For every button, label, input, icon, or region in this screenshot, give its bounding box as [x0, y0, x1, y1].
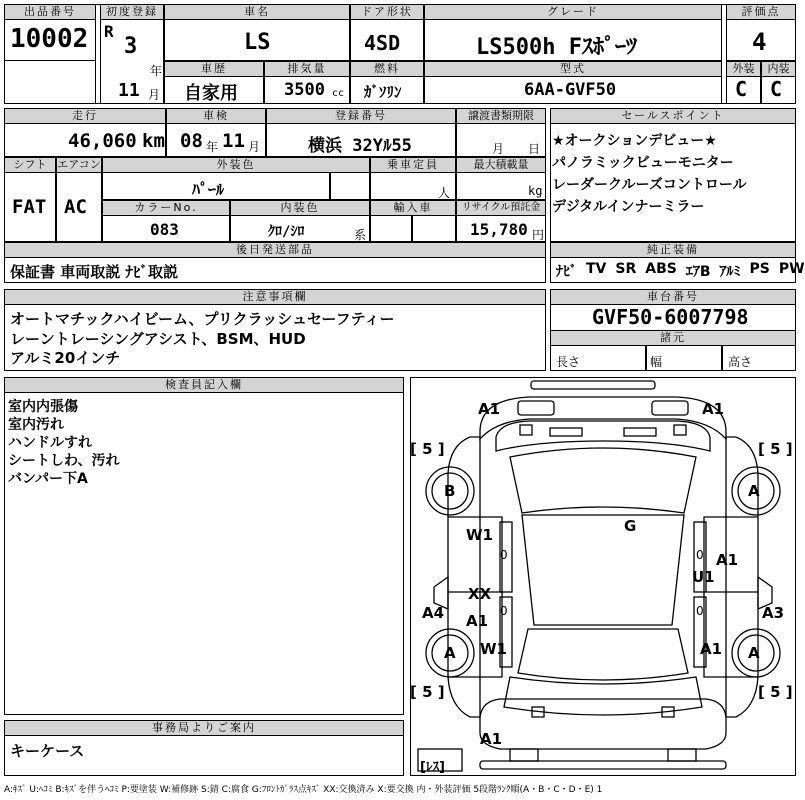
damage-left-quarter: A4	[422, 604, 445, 622]
inspector-line-3: ハンドルすれ	[8, 435, 92, 451]
sales-point-label: セールスポイント	[550, 108, 796, 124]
later-parts: 保証書 車両取説 ﾅﾋﾞ取説	[10, 263, 178, 281]
damage-roof: G	[624, 517, 637, 535]
sales-point-line-2: パノラミックビューモニター	[552, 155, 734, 171]
damage-right-a1: A1	[716, 551, 739, 569]
tire-rr-bracket: [ 5 ]	[758, 683, 793, 701]
capacity-label: 乗車定員	[370, 157, 456, 173]
reg-no: 横浜 32Yﾙ55	[308, 136, 412, 156]
genuine-item-sr: SR	[615, 261, 637, 277]
exterior-score: C	[735, 77, 748, 101]
wheel-rl: A	[444, 644, 456, 662]
max-load-unit: kg	[528, 184, 543, 198]
legend: A:ｷｽﾞ U:ﾍｺﾐ B:ｷｽﾞを伴うﾍｺﾐ P:要塗装 W:補修跡 S:錆 C:腐食 G:ﾌﾛﾝﾄｶﾞﾗｽ点ｷｽﾞ XX:交換済み X:要交換 内・外装評価 5段階ﾗﾝｸ順(A・B・C・D・E) 1	[4, 785, 603, 795]
interior-score: C	[770, 77, 783, 101]
damage-right-front-num: 0	[696, 548, 704, 562]
notes-label: 注意事項欄	[4, 289, 546, 305]
tire-rl-bracket: [ 5 ]	[410, 683, 445, 701]
tire-fr-bracket: [ 5 ]	[758, 440, 793, 458]
int-color-unit: 系	[354, 228, 367, 242]
ac-label: エアコン	[57, 158, 101, 171]
chassis-label: 車台番号	[550, 289, 796, 305]
int-color: ｸﾛ/ｼﾛ	[268, 224, 305, 240]
notes-line-2: レーントレーシングアシスト、BSM、HUD	[10, 330, 306, 348]
capacity-unit: 人	[438, 186, 451, 200]
damage-left-rear-xx: XX	[468, 585, 492, 603]
damage-right-rear-num: 0	[696, 604, 704, 618]
max-load-label: 最大積載量	[456, 157, 546, 173]
damage-front-right: A1	[702, 400, 725, 418]
score-label: 評価点	[726, 4, 796, 20]
door: 4SD	[364, 31, 401, 55]
damage-left-front-door: W1	[466, 526, 493, 544]
damage-front-left: A1	[478, 400, 501, 418]
inspector-line-4: シートしわ、汚れ	[8, 453, 120, 469]
length-label: 長さ	[556, 355, 581, 369]
reg-year-unit: 年	[150, 64, 163, 78]
genuine-item-abs: ABS	[645, 261, 677, 277]
import-cell	[370, 215, 412, 242]
transfer-day-unit: 日	[528, 142, 541, 156]
era-mark: R	[104, 22, 114, 41]
genuine-label: 純正装備	[550, 242, 796, 258]
recycle: 15,780	[470, 220, 528, 239]
sales-point-line-1: ★オークションデビュー★	[552, 133, 717, 149]
height-label: 高さ	[728, 355, 753, 369]
color-no-label: カラーNo.	[102, 200, 230, 216]
car-name: LS	[244, 30, 271, 55]
inspector-line-1: 室内内張傷	[8, 399, 78, 415]
history: 自家用	[184, 83, 238, 104]
displacement-unit: cc	[332, 88, 345, 99]
grade-label: グレード	[424, 4, 722, 20]
inspector-label: 検査員記入欄	[4, 377, 404, 393]
genuine-items	[556, 261, 805, 281]
insp-year: 08	[180, 130, 203, 152]
door-label: ドア形状	[350, 4, 424, 20]
color-no: 083	[150, 220, 179, 239]
lot-no: 10002	[10, 24, 89, 54]
inspector-box	[4, 377, 404, 715]
ext-color-label: 外装色	[102, 157, 370, 173]
genuine-item-alloy: ｱﾙﾐ	[719, 264, 741, 280]
later-parts-label: 後日発送部品	[4, 242, 546, 258]
shift-label: シフト	[4, 157, 56, 173]
insp-year-unit: 年	[206, 140, 219, 154]
fuel: ｶﾞｿﾘﾝ	[364, 83, 402, 101]
notes-line-3: アルミ20インチ	[10, 349, 121, 367]
displacement-label: 排気量	[264, 61, 350, 77]
genuine-item-airbag: ｴｱB	[685, 264, 711, 280]
fuel-label: 燃料	[350, 61, 424, 77]
damage-left-rear-a1: A1	[466, 612, 489, 630]
spec-label: 諸元	[550, 330, 796, 346]
reg-month-unit: 月	[148, 88, 161, 102]
mileage-unit: km	[142, 130, 165, 152]
int-color-label: 内装色	[230, 200, 370, 216]
inspection-label: 車検	[166, 108, 266, 124]
damage-left-w1-low: W1	[480, 640, 507, 658]
mileage: 46,060	[68, 130, 137, 152]
wheel-fl: B	[444, 482, 456, 500]
genuine-item-pw: PW	[778, 261, 805, 277]
import-label: 輸入車	[370, 200, 456, 216]
reg-month: 11	[118, 80, 140, 101]
damage-left-front-num: 0	[500, 548, 508, 562]
transfer-label: 譲渡書類期限	[456, 108, 546, 124]
model-label: 型式	[424, 61, 722, 77]
ext-color-cell-b	[330, 172, 370, 200]
damage-left-rear-num: 0	[500, 604, 508, 618]
insp-month: 11	[222, 130, 245, 152]
displacement: 3500	[284, 80, 325, 100]
history-label: 車歴	[164, 61, 264, 77]
sales-point-line-4: デジタルインナーミラー	[552, 199, 705, 215]
inspector-line-2: 室内汚れ	[8, 417, 64, 433]
mileage-label: 走行	[4, 108, 166, 124]
exterior-label: 外装	[726, 61, 761, 77]
ext-color: ﾊﾟｰﾙ	[192, 180, 225, 199]
lot-no-label: 出品番号	[4, 4, 96, 20]
car-outline	[410, 377, 796, 776]
import-cell-b	[412, 215, 456, 242]
genuine-item-tv: TV	[586, 261, 607, 277]
shift: FAT	[12, 196, 47, 218]
score: 4	[752, 28, 767, 56]
notes-line-1: オートマチックハイビーム、プリクラッシュセーフティー	[10, 310, 395, 328]
reg-no-label: 登録番号	[266, 108, 456, 124]
inspector-line-5: バンパー下A	[8, 471, 88, 487]
damage-right-lower-a1: A1	[700, 640, 723, 658]
wheel-fr: A	[748, 482, 760, 500]
genuine-item-navi: ﾅﾋﾞ	[556, 264, 577, 280]
genuine-item-ps: PS	[749, 261, 770, 277]
car-name-label: 車名	[164, 4, 350, 20]
chassis-number: GVF50-6007798	[592, 305, 749, 329]
model: 6AA-GVF50	[524, 80, 617, 100]
damage-right-quarter: A3	[762, 604, 785, 622]
recycle-unit: 円	[532, 228, 545, 242]
first-reg-label: 初度登録	[100, 4, 164, 20]
office-label: 事務局よりご案内	[4, 720, 404, 736]
recycle-label: リサイクル預託金	[456, 200, 546, 216]
office-note: キーケース	[10, 742, 85, 760]
spare-tire-label: [ﾚｽ]	[420, 760, 445, 775]
insp-month-unit: 月	[248, 140, 261, 154]
reg-year: 3	[124, 34, 138, 59]
transfer-month-unit: 月	[492, 142, 505, 156]
ac: AC	[64, 196, 87, 218]
width-label: 幅	[650, 355, 663, 369]
sales-point-line-3: レーダークルーズコントロール	[552, 177, 747, 193]
damage-right-u1: U1	[692, 568, 715, 586]
tire-fl-bracket: [ 5 ]	[410, 440, 445, 458]
wheel-rr: A	[748, 644, 760, 662]
interior-label: 内装	[761, 61, 796, 77]
grade: LS500h Fｽﾎﾟｰﾂ	[476, 35, 637, 60]
lot-no-lower	[4, 60, 96, 104]
damage-rear: A1	[480, 730, 503, 748]
